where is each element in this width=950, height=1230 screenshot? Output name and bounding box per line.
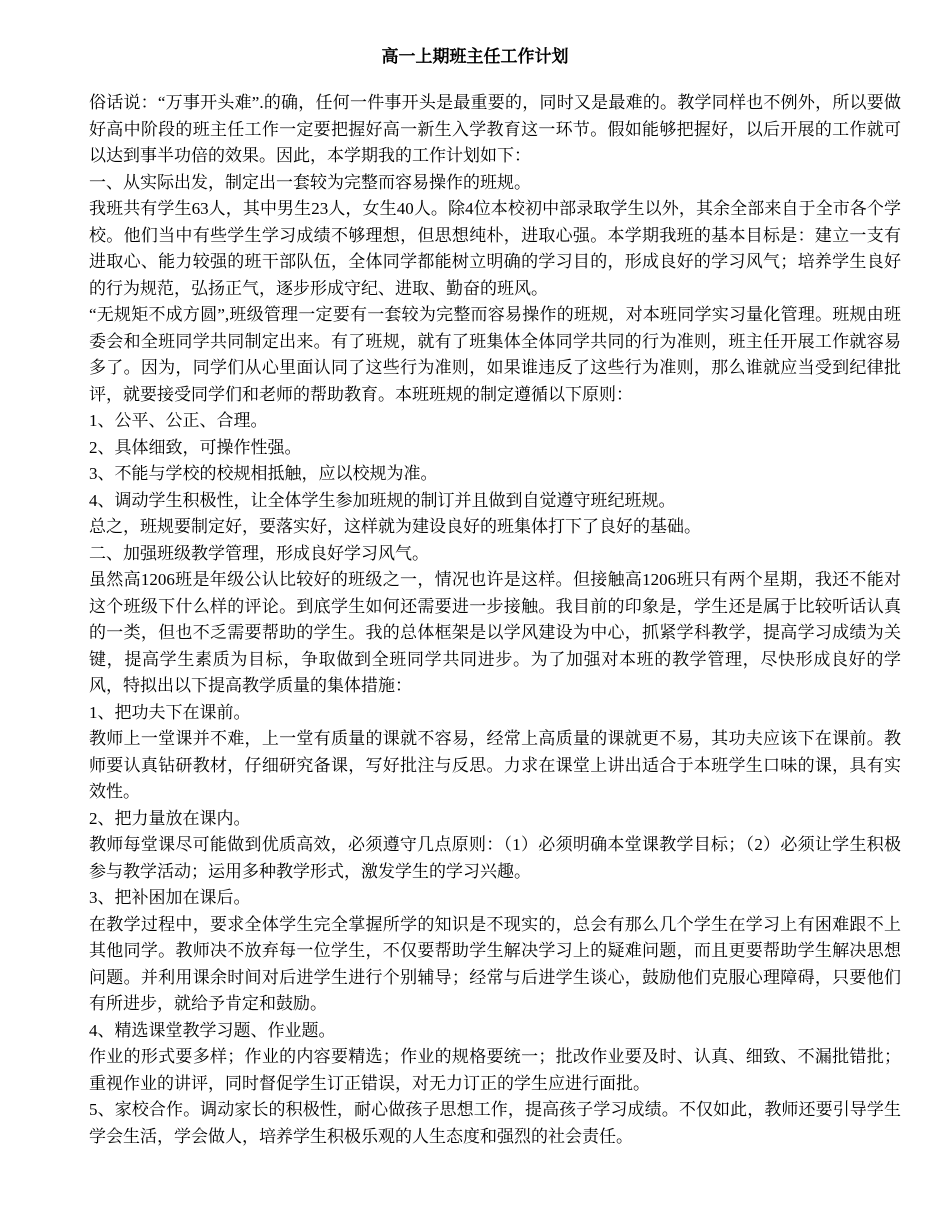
paragraph: 总之，班规要制定好，要落实好，这样就为建设良好的班集体打下了良好的基础。 [89,517,701,536]
document-title: 高一上期班主任工作计划 [381,47,569,67]
paragraph: 教师上一堂课并不难，上一堂有质量的课就不容易，经常上高质量的课就更不易，其功夫应该下在课前。教师要认真钻研教材，仔细研究备课，写好批注与反思。力求在课堂上讲出适合于本班学生口味的课，具有实效性。 [89,729,901,801]
paragraph: “无规矩不成方圆”,班级管理一定要有一套较为完整而容易操作的班规，对本班同学实习量化管理。班规由班委会和全班同学共同制定出来。有了班规，就有了班集体全体同学共同的行为准则，班主任开展工作就容易多了。因为，同学们从心里面认同了这些行为准则，如果谁违反了这些行为准则，那么谁就应当受到纪律批评，就要接受同学们和老师的帮助教育。本班班规的制定遵循以下原则： [89,305,901,404]
document-body [89,90,901,1150]
paragraph-intro: 俗话说：“万事开头难”.的确，任何一件事开头是最重要的，同时又是最难的。教学同样也不例外，所以要做好高中阶段的班主任工作一定要把握好高一新生入学教育这一环节。假如能够把握好，以后开展的工作就可以达到事半功倍的效果。因此，本学期我的工作计划如下： [89,93,901,165]
list-item: 3、不能与学校的校规相抵触，应以校规为准。 [89,464,438,483]
paragraph: 教师每堂课尽可能做到优质高效，必须遵守几点原则：（1）必须明确本堂课教学目标；（2）必须让学生积极参与教学活动；运用多种教学形式，激发学生的学习兴趣。 [89,835,901,881]
list-item: 2、具体细致，可操作性强。 [89,437,302,457]
section-heading-2: 二、加强班级教学管理，形成良好学习风气。 [89,543,429,563]
sub-heading: 1、把功夫下在课前。 [89,702,251,722]
sub-heading: 3、把补困加在课后。 [89,888,251,907]
paragraph: 作业的形式要多样；作业的内容要精选；作业的规格要统一；批改作业要及时、认真、细致、不漏批错批；重视作业的讲评，同时督促学生订正错误，对无力订正的学生应进行面批。 [89,1047,901,1093]
sub-heading: 4、精选课堂教学习题、作业题。 [89,1020,336,1040]
section-heading-1: 一、从实际出发，制定出一套较为完整而容易操作的班规。 [89,172,531,192]
paragraph: 5、家校合作。调动家长的积极性，耐心做孩子思想工作，提高孩子学习成绩。不仅如此，教师还要引导学生学会生活，学会做人，培养学生积极乐观的人生态度和强烈的社会责任。 [89,1100,901,1146]
sub-heading: 2、把力量放在课内。 [89,808,251,828]
paragraph: 我班共有学生63人，其中男生23人，女生40人。除4位本校初中部录取学生以外，其余全部来自于全市各个学校。他们当中有些学生学习成绩不够理想，但思想纯朴，进取心强。本学期我班的基本目标是：建立一支有进取心、能力较强的班干部队伍，全体同学都能树立明确的学习目的，形成良好的学习风气；培养学生良好的行为规范，弘扬正气，逐步形成守纪、进取、勤奋的班风。 [89,199,901,298]
paragraph: 虽然高1206班是年级公认比较好的班级之一，情况也许是这样。但接触高1206班只有两个星期，我还不能对这个班级下什么样的评论。到底学生如何还需要进一步接触。我目前的印象是，学生还是属于比较听话认真的一类，但也不乏需要帮助的学生。我的总体框架是以学风建设为中心，抓紧学科教学，提高学习成绩为关键，提高学生素质为目标，争取做到全班同学共同进步。为了加强对本班的教学管理，尽快形成良好的学风，特拟出以下提高教学质量的集体措施： [89,570,901,695]
paragraph: 在教学过程中，要求全体学生完全掌握所学的知识是不现实的，总会有那么几个学生在学习上有困难跟不上其他同学。教师决不放弃每一位学生，不仅要帮助学生解决学习上的疑难问题，而且更要帮助学生解决思想问题。并利用课余时间对后进学生进行个别辅导；经常与后进学生谈心，鼓励他们克服心理障碍，只要他们有所进步，就给予肯定和鼓励。 [89,914,901,1013]
list-item: 4、调动学生积极性，让全体学生参加班规的制订并且做到自觉遵守班纪班规。 [89,490,676,510]
list-item: 1、公平、公正、合理。 [89,411,268,430]
